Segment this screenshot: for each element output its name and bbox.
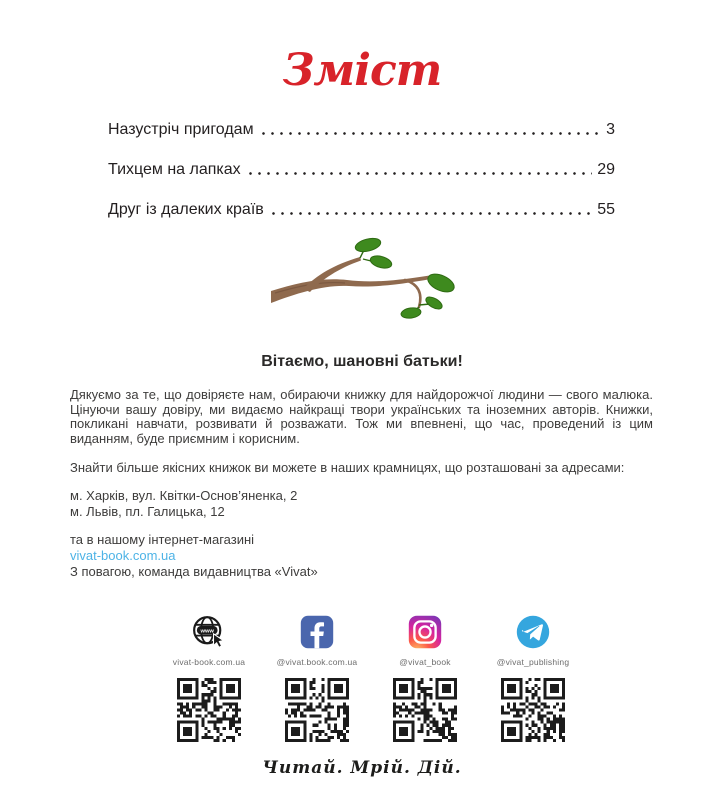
website-globe-icon [191, 614, 227, 650]
toc-entry-page-number: 55 [597, 201, 615, 218]
address-kharkiv: м. Харків, вул. Квітки-Основ’яненка, 2 [70, 487, 298, 503]
dot-leader [269, 203, 592, 219]
online-store-intro: та в нашому інтернет-магазині [70, 531, 255, 547]
social-col-facebook [274, 614, 360, 667]
social-col-instagram [382, 614, 468, 667]
social-col-website [166, 614, 252, 667]
address-lviv: м. Львів, пл. Галицька, 12 [70, 504, 225, 520]
letter-heading: Вітаємо, шановні батьки! [261, 353, 463, 370]
toc-entry-page-number: 29 [597, 161, 615, 178]
toc-entry-page-number: 3 [606, 121, 615, 138]
find-more-text: Знайти більше якісних книжок ви можете в наших крамницях, що розташовані за адресами: [70, 460, 625, 476]
social-col-telegram [490, 614, 576, 667]
facebook-icon [299, 614, 335, 650]
social-handle-instagram: @vivat_book [399, 656, 451, 667]
table-of-contents [108, 121, 615, 219]
publisher-slogan: Читай. Мрій. Дій. [262, 757, 462, 778]
branch-illustration [0, 231, 724, 331]
toc-entry-label: Друг із далеких країв [108, 201, 264, 218]
branch-with-leaves-icon [267, 231, 457, 331]
social-handle-telegram: @vivat_publishing [496, 656, 570, 667]
svg-text:www: www [200, 628, 214, 635]
toc-entry-3 [108, 201, 615, 219]
signoff-text: З повагою, команда видавництва «Vivat» [70, 563, 318, 579]
page-title: Зміст [282, 45, 442, 96]
instagram-icon [407, 614, 443, 650]
toc-entry-label: Тихцем на лапках [108, 161, 241, 178]
qr-code-telegram [501, 678, 565, 742]
letter-body [70, 388, 653, 580]
social-handle-website: vivat-book.com.ua [172, 656, 246, 667]
telegram-icon [515, 614, 551, 650]
dot-leader [246, 163, 593, 179]
letter-paragraph: Дякуємо за те, що довіряєте нам, обираючи книжку для найдорожчої людини — свого малюка. Цінуючи вашу довіру, ми видаємо найкращі твори українських та іноземних авторів. Книжки, покликані навчати, розвивати й розважати. Тож ми впевнені, що час, проведений із цим виданням, буде приємним і корисним. [70, 387, 653, 446]
social-links-row [18, 614, 724, 667]
qr-code-website [177, 678, 241, 742]
toc-entry-1 [108, 121, 615, 139]
online-store-block [70, 532, 653, 580]
qr-code-instagram [393, 678, 457, 742]
store-addresses [70, 488, 653, 521]
toc-entry-2 [108, 161, 615, 179]
social-handle-facebook: @vivat.book.com.ua [276, 656, 358, 667]
dot-leader [259, 123, 602, 139]
qr-code-facebook [285, 678, 349, 742]
online-store-link[interactable]: vivat-book.com.ua [70, 547, 176, 563]
qr-codes-row [18, 678, 724, 742]
toc-entry-label: Назустріч пригодам [108, 121, 254, 138]
